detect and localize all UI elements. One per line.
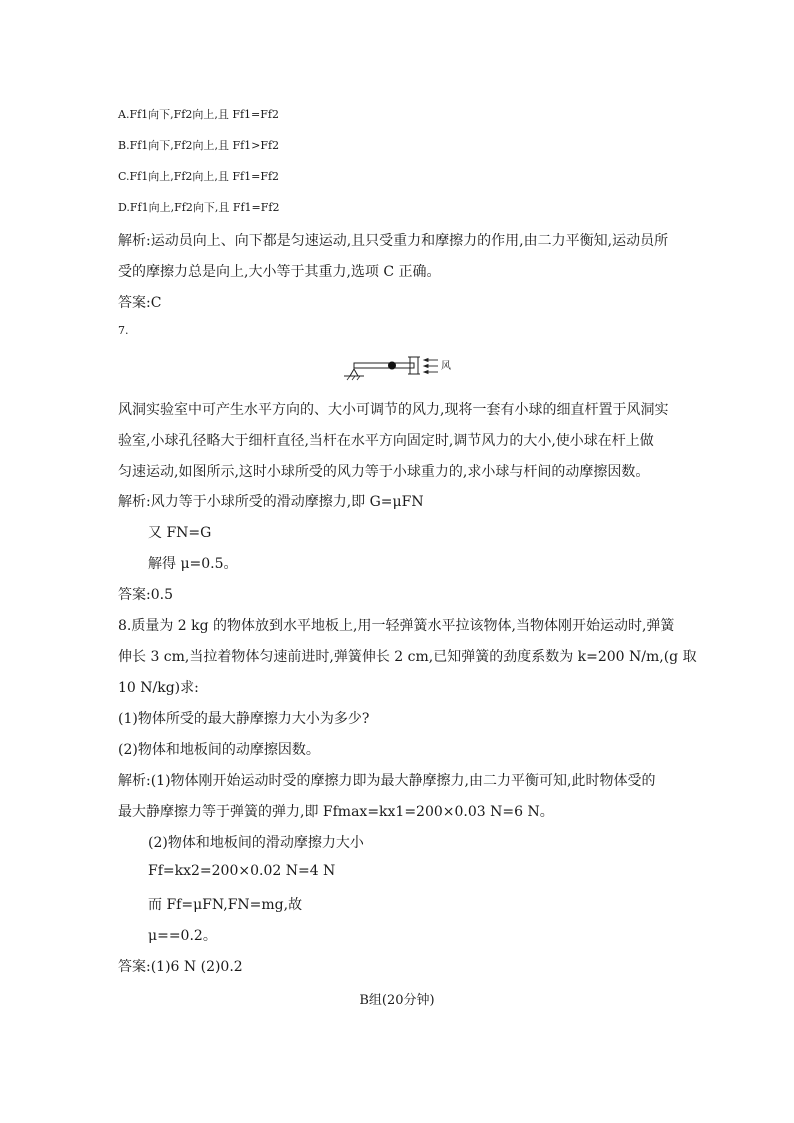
q7-answer: 答案:0.5	[118, 587, 173, 603]
q7-analysis-line-3: 解得 μ=0.5。	[148, 556, 238, 572]
q6-analysis-line-2: 受的摩擦力总是向上,大小等于其重力,选项 C 正确。	[118, 264, 441, 280]
option-a: A.Ff1向下,Ff2向上,且 Ff1=Ff2	[118, 108, 279, 121]
q8-answer: 答案:(1)6 N (2)0.2	[118, 959, 243, 975]
q6-answer: 答案:C	[118, 295, 162, 311]
figure-wind-label: 风	[441, 361, 451, 372]
wind-tunnel-figure	[342, 354, 460, 382]
q8-text-line-1: 8.质量为 2 kg 的物体放到水平地板上,用一轻弹簧水平拉该物体,当物体刚开始运动时,弹簧	[118, 618, 675, 634]
q8-analysis-line-3: (2)物体和地板间的滑动摩擦力大小	[148, 835, 364, 851]
q8-text-line-3: 10 N/kg)求:	[118, 680, 199, 696]
option-c: C.Ff1向上,Ff2向上,且 Ff1=Ff2	[118, 170, 280, 183]
q8-analysis-line-6: μ==0.2。	[148, 928, 217, 944]
q8-analysis-line-2: 最大静摩擦力等于弹簧的弹力,即 Ffmax=kx1=200×0.03 N=6 N。	[118, 804, 554, 820]
option-b: B.Ff1向下,Ff2向上,且 Ff1>Ff2	[118, 139, 280, 152]
figure-ball	[388, 362, 396, 370]
q8-subquestion-2: (2)物体和地板间的动摩擦因数。	[118, 742, 320, 758]
figure-support	[350, 369, 358, 376]
figure-rod	[354, 363, 414, 368]
q7-analysis-line-2: 又 FN=G	[148, 525, 212, 541]
q7-text-line-2: 验室,小球孔径略大于细杆直径,当杆在水平方向固定时,调节风力的大小,使小球在杆上做	[118, 433, 654, 449]
q7-text-line-3: 匀速运动,如图所示,这时小球所受的风力等于小球重力的,求小球与杆间的动摩擦因数。	[118, 464, 650, 480]
q8-subquestion-1: (1)物体所受的最大静摩擦力大小为多少?	[118, 711, 370, 727]
q8-text-line-2: 伸长 3 cm,当拉着物体匀速前进时,弹簧伸长 2 cm,已知弹簧的劲度系数为 k=200 N/m,(g 取	[118, 649, 697, 665]
option-d: D.Ff1向上,Ff2向下,且 Ff1=Ff2	[118, 201, 280, 214]
q8-analysis-line-4: Ff=kx2=200×0.02 N=4 N	[148, 863, 336, 879]
q7-analysis-line-1: 解析:风力等于小球所受的滑动摩擦力,即 G=μFN	[118, 494, 424, 510]
q7-number: 7.	[118, 324, 129, 337]
q6-analysis-line-1: 解析:运动员向上、向下都是匀速运动,且只受重力和摩擦力的作用,由二力平衡知,运动员所	[118, 233, 669, 249]
q8-analysis-line-5: 而 Ff=μFN,FN=mg,故	[148, 897, 303, 913]
section-heading: B组(20分钟)	[359, 993, 435, 1008]
q8-analysis-line-1: 解析:(1)物体刚开始运动时受的摩擦力即为最大静摩擦力,由二力平衡可知,此时物体受的	[118, 773, 656, 789]
wind-arrows	[424, 359, 438, 374]
q7-text-line-1: 风洞实验室中可产生水平方向的、大小可调节的风力,现将一套有小球的细直杆置于风洞实	[118, 402, 669, 418]
